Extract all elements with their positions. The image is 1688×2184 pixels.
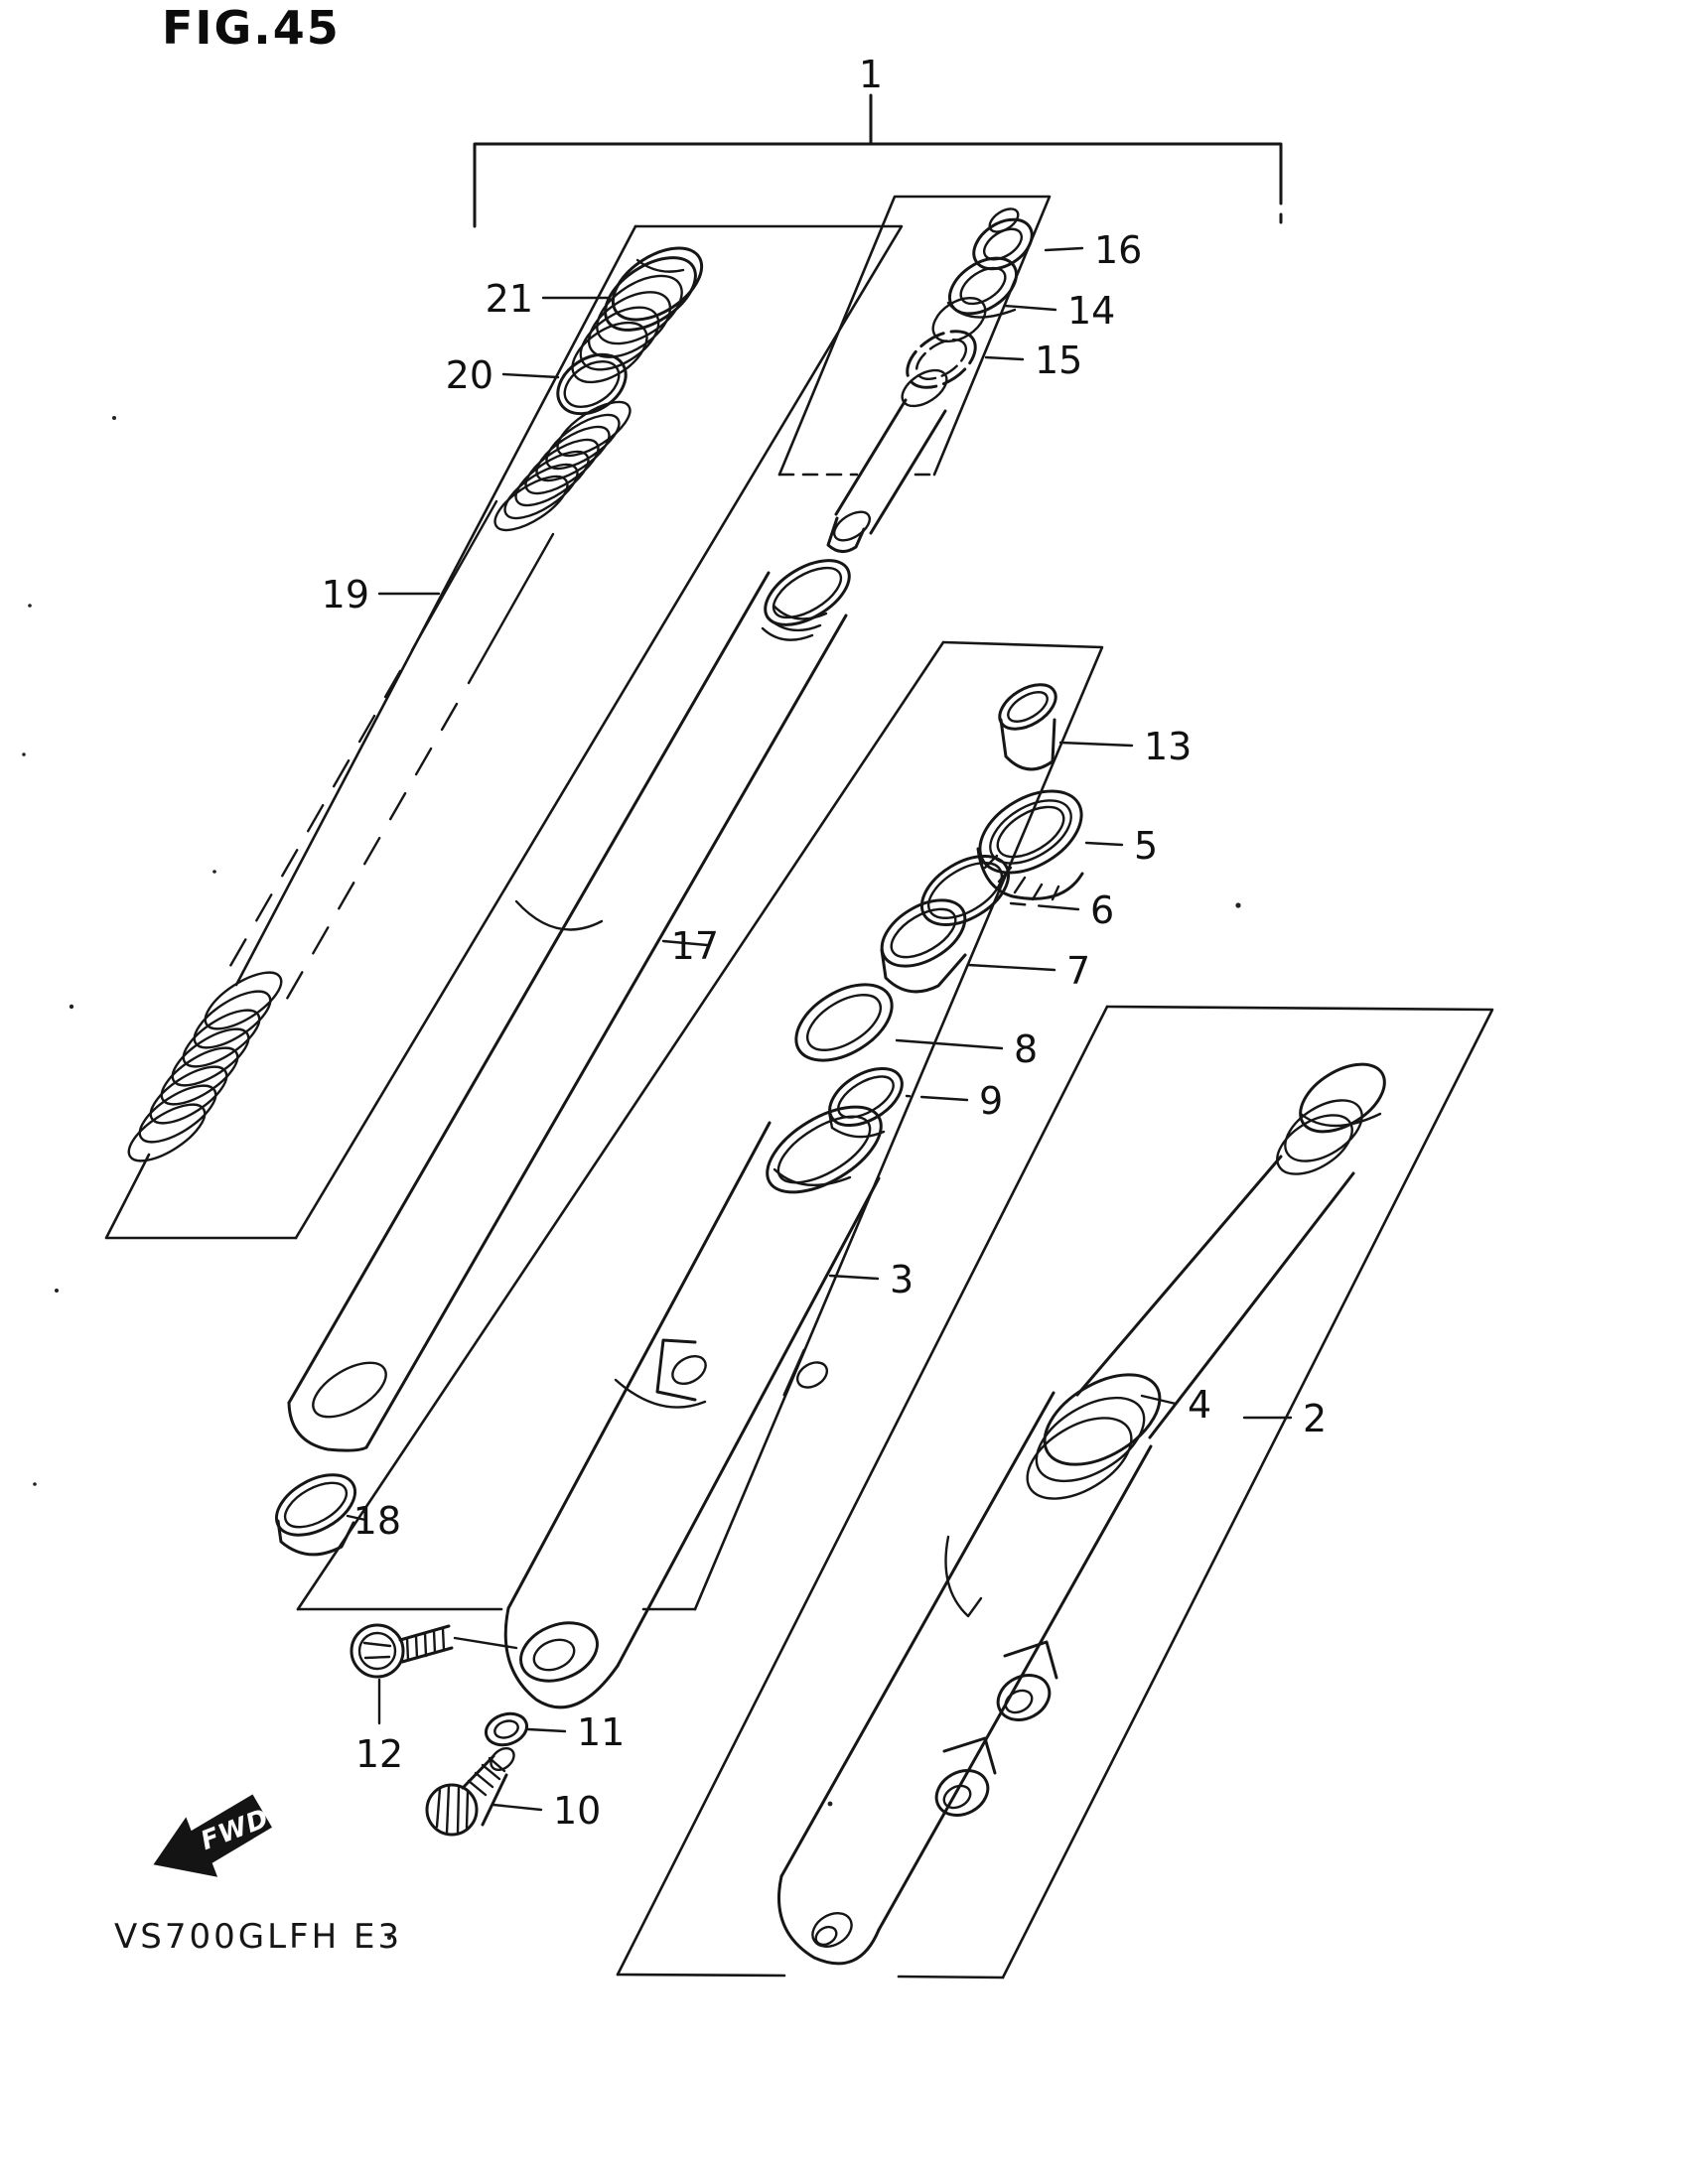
fork-leg-2-drawing xyxy=(778,1050,1396,1964)
group-box-fork-leg-2 xyxy=(618,1007,1492,1978)
figure-title: FIG.45 xyxy=(162,1,341,55)
part-label-1: 1 xyxy=(858,53,884,96)
assembly-bracket-1 xyxy=(475,95,1281,228)
part-label-15: 15 xyxy=(1035,339,1083,382)
model-code: VS700GLFH E3 xyxy=(114,1917,403,1957)
part-label-5: 5 xyxy=(1134,824,1159,868)
fwd-arrow-label: FWD xyxy=(197,1803,274,1857)
part-label-20: 20 xyxy=(445,353,493,397)
fork-cap-drawing xyxy=(562,233,714,394)
part-label-3: 3 xyxy=(890,1258,914,1301)
scan-noise xyxy=(22,416,1240,1940)
part-label-18: 18 xyxy=(352,1499,401,1543)
group-box-inner-assembly xyxy=(298,642,1102,1609)
part-label-17: 17 xyxy=(670,924,719,968)
part-label-13: 13 xyxy=(1144,725,1193,768)
inner-tube-drawing xyxy=(289,547,860,1450)
part-label-19: 19 xyxy=(321,573,369,616)
group-box-spring-19 xyxy=(106,226,902,1238)
group-box-damper-rod xyxy=(779,197,1050,475)
part-label-2: 2 xyxy=(1303,1397,1328,1440)
washer-drawing xyxy=(482,1708,530,1750)
part-label-4: 4 xyxy=(1188,1383,1212,1427)
part-label-11: 11 xyxy=(577,1710,626,1754)
fwd-arrow-badge xyxy=(144,1792,281,1895)
outer-tube-drawing xyxy=(505,1090,895,1707)
part-label-14: 14 xyxy=(1067,289,1116,333)
part-label-9: 9 xyxy=(979,1079,1004,1123)
part-label-6: 6 xyxy=(1090,888,1115,932)
bolt-drawing xyxy=(352,1625,516,1677)
fork-spring-drawing xyxy=(120,392,637,1171)
drain-screw-drawing xyxy=(427,1744,518,1835)
part-label-10: 10 xyxy=(553,1789,602,1833)
part-label-7: 7 xyxy=(1066,949,1091,993)
part-label-12: 12 xyxy=(354,1732,404,1776)
part-label-8: 8 xyxy=(1014,1027,1039,1071)
slide-bushing-drawing xyxy=(266,1462,364,1555)
part-label-21: 21 xyxy=(485,277,533,321)
part-label-16: 16 xyxy=(1094,228,1143,272)
damper-rod-drawing xyxy=(828,205,1041,552)
